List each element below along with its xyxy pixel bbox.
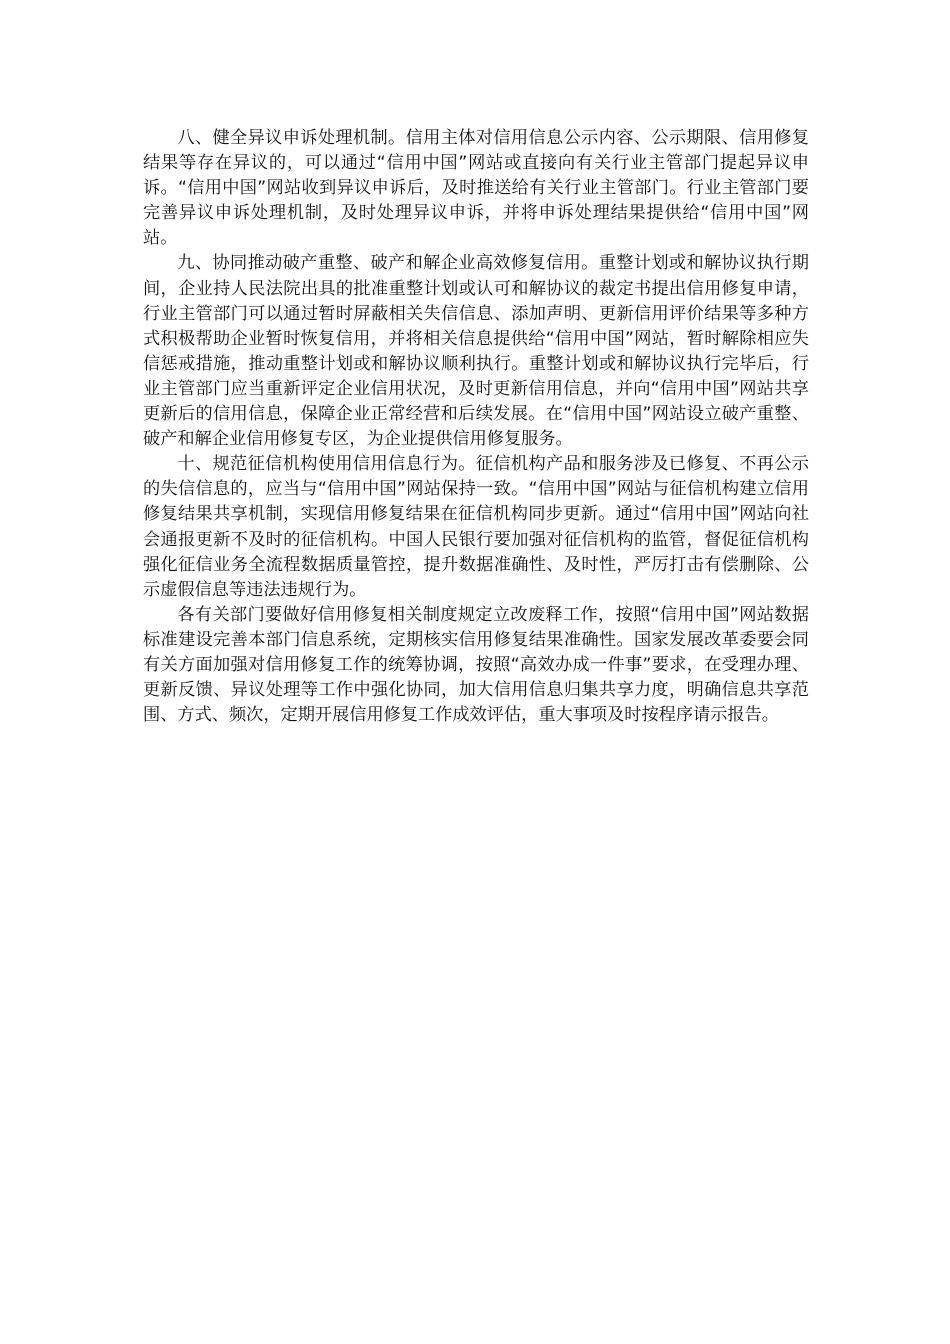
document-body bbox=[143, 126, 809, 728]
paragraph-section-10: 十、规范征信机构使用信用信息行为。征信机构产品和服务涉及已修复、不再公示的失信信息的，应当与“信用中国”网站保持一致。“信用中国”网站与征信机构建立信用修复结果共享机制，实现信用修复结果在征信机构同步更新。通过“信用中国”网站向社会通报更新不及时的征信机构。中国人民银行要加强对征信机构的监管，督促征信机构强化征信业务全流程数据质量管控，提升数据准确性、及时性，严厉打击有偿删除、公示虚假信息等违法违规行为。 bbox=[143, 454, 809, 600]
paragraph-section-8: 八、健全异议申诉处理机制。信用主体对信用信息公示内容、公示期限、信用修复结果等存在异议的，可以通过“信用中国”网站或直接向有关行业主管部门提起异议申诉。“信用中国”网站收到异议申诉后，及时推送给有关行业主管部门。行业主管部门要完善异议申诉处理机制，及时处理异议申诉，并将申诉处理结果提供给“信用中国”网站。 bbox=[143, 128, 809, 249]
paragraph-section-9: 九、协同推动破产重整、破产和解企业高效修复信用。重整计划或和解协议执行期间，企业持人民法院出具的批准重整计划或认可和解协议的裁定书提出信用修复申请，行业主管部门可以通过暂时屏蔽相关失信信息、添加声明、更新信用评价结果等多种方式积极帮助企业暂时恢复信用，并将相关信息提供给“信用中国”网站，暂时解除相应失信惩戒措施，推动重整计划或和解协议顺利执行。重整计划或和解协议执行完毕后，行业主管部门应当重新评定企业信用状况，及时更新信用信息，并向“信用中国”网站共享更新后的信用信息，保障企业正常经营和后续发展。在“信用中国”网站设立破产重整、破产和解企业信用修复专区，为企业提供信用修复服务。 bbox=[143, 253, 809, 450]
paragraph-closing: 各有关部门要做好信用修复相关制度规定立改废释工作，按照“信用中国”网站数据标准建设完善本部门信息系统，定期核实信用修复结果准确性。国家发展改革委要会同有关方面加强对信用修复工作的统筹协调，按照“高效办成一件事”要求，在受理办理、更新反馈、异议处理等工作中强化协同，加大信用信息归集共享力度，明确信息共享范围、方式、频次，定期开展信用修复工作成效评估，重大事项及时按程序请示报告。 bbox=[143, 604, 809, 726]
